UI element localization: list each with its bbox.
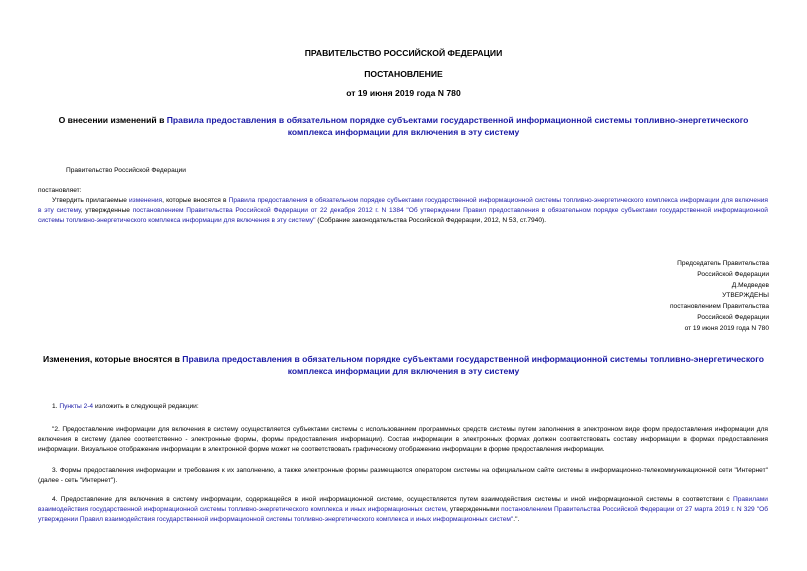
text-span: (Собрание законодательства Российской Федерации, 2012, N 53, ст.7940).: [315, 217, 547, 225]
intro-paragraph: [38, 196, 768, 227]
document-title: [40, 114, 767, 138]
changes-title: [40, 353, 767, 377]
signature-line: от 19 июня 2019 года N 780: [684, 324, 769, 332]
signature-line: УТВЕРЖДЕНЫ: [722, 292, 769, 300]
title-link[interactable]: Правила предоставления в обязательном порядке субъектами государственной информационной системы топливно-энергетического комплекса информации для включения в эту систему: [166, 115, 749, 137]
government-heading: ПРАВИТЕЛЬСТВО РОССИЙСКОЙ ФЕДЕРАЦИИ: [304, 48, 503, 58]
changes-title-link[interactable]: Правила предоставления в обязательном порядке субъектами государственной информационной системы топливно-энергетического комплекса информации для включения в эту систему: [182, 354, 764, 376]
doc-type-heading: ПОСТАНОВЛЕНИЕ: [364, 69, 443, 79]
interaction-rules-link[interactable]: Правилами взаимодействия государственной информационной системы топливно-энергетического комплекса и иных информационных систем: [38, 496, 768, 514]
resolution-329-link[interactable]: постановлением Правительства Российской Федерации от 27 марта 2019 г. N 329 "Об утверждении Правил взаимодействия государственной информационной системы топливно-энергетического комплекса и иных информационных систем": [38, 506, 768, 524]
text-span: изложить в следующей редакции:: [93, 403, 199, 410]
rules-link[interactable]: Правила предоставления в обязательном порядке субъектами государственной информационной системы топливно-энергетического комплекса информации для включения в эту систему: [38, 197, 768, 215]
signature-line: Д.Медведев: [731, 281, 769, 289]
signature-block: [670, 259, 769, 335]
items-2-4-link[interactable]: Пункты 2-4: [59, 403, 94, 410]
signature-line: постановлением Правительства: [669, 303, 769, 311]
signature-line: Председатель Правительства: [677, 260, 769, 267]
text-span: .".: [513, 516, 520, 524]
intro-decides: постановляет:: [38, 187, 82, 194]
text-span: , утвержденными: [446, 506, 502, 514]
intro-gov: Правительство Российской Федерации: [66, 167, 186, 174]
item-1: [52, 402, 199, 412]
date-number: от 19 июня 2019 года N 780: [346, 88, 461, 98]
title-prefix: О внесении изменений в: [58, 115, 167, 125]
text-span: , которые вносятся в: [162, 197, 229, 204]
text-span: 1.: [52, 403, 60, 410]
changes-link[interactable]: изменения: [129, 197, 163, 204]
text-span: Утвердить прилагаемые: [52, 197, 129, 204]
signature-line: Российской Федерации: [697, 313, 769, 321]
item-3: 3. Формы предоставления информации и требования к их заполнению, а также электронные формы размещаются оператором системы на официальном сайте системы в информационно-телекоммуникационной сети "Интернет" (далее - сеть "Интернет").: [38, 467, 768, 485]
text-span: , утвержденные: [80, 207, 133, 215]
changes-prefix: Изменения, которые вносятся в: [43, 354, 183, 364]
item-2: "2. Предоставление информации для включения в систему осуществляется субъектами системы с использованием программных средств системы путем заполнения в электронном виде форм предоставления информации для включения в систему (далее соответственно - электронные формы, формы предоставления информации). Состав информации в электронных формах должен соответствовать составу информации в формах предоставления информации. Визуальное отображение информации в электронной форме может не соответствовать графическому отображению информации в форме предоставления информации.: [38, 426, 768, 454]
text-span: 4. Предоставление для включения в систему информации, содержащейся в иной информационной системе, осуществляется путем взаимодействия системы и иной информационной системы в соответствии с: [52, 496, 733, 503]
resolution-1384-link[interactable]: постановлением Правительства Российской Федерации от 22 декабря 2012 г. N 1384 "Об утверждении Правил предоставления в обязательном порядке субъектами государственной информационной системы топливно-энергетического комплекса информации для включения в эту систему": [38, 207, 768, 225]
signature-line: Российской Федерации: [697, 270, 769, 278]
item-4: [38, 495, 768, 526]
